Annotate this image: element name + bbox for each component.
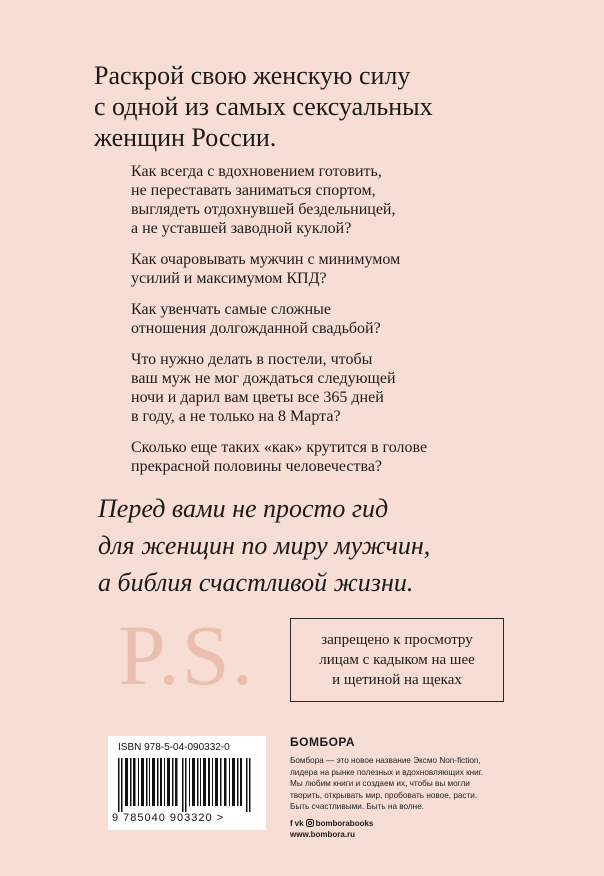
barcode-icon (116, 758, 258, 812)
headline-line: с одной из самых сексуальных (94, 92, 433, 121)
question-line: в году, а не только на 8 Марта? (131, 408, 341, 425)
question-paragraph (131, 300, 531, 338)
question-line: отношения долгожданной свадьбой? (131, 320, 381, 337)
publisher-description-line: Быть счастливыми. Быть на волне. (290, 802, 425, 812)
question-line: Как увенчать самые сложные (131, 301, 332, 318)
warning-line: и щетиной на щеках (332, 672, 462, 688)
social-handle[interactable]: bomborabooks (315, 818, 374, 828)
publisher-description (290, 755, 570, 813)
question-line: не переставать заниматься спортом, (131, 182, 376, 199)
vk-icon[interactable]: vk (294, 818, 304, 828)
headline-line: женщин России. (94, 123, 277, 152)
warning-line: запрещено к просмотру (321, 632, 473, 648)
question-line: Как всегда с вдохновением готовить, (131, 163, 382, 180)
headline-line: Раскрой свою женскую силу (94, 61, 411, 90)
question-paragraph (131, 162, 531, 238)
question-paragraph (131, 438, 531, 476)
tagline-line: Перед вами не просто гид (98, 494, 389, 523)
barcode-digits: 9 785040 903320 > (112, 812, 225, 824)
question-paragraph (131, 250, 531, 288)
publisher-description-line: лидера на рынке полезных и вдохновляющих книг. (290, 767, 484, 777)
publisher-description-line: Мы любим книги и создаем их, чтобы вы могли (290, 779, 470, 789)
question-line: ночи и дарил вам цветы все 365 дней (131, 389, 384, 406)
question-line: Сколько еще таких «как» крутится в голове (131, 439, 428, 456)
barcode-panel (108, 736, 266, 830)
question-line: ваш муж не мог дождаться следующей (131, 370, 396, 387)
question-line: прекрасной половины человечества? (131, 458, 383, 475)
publisher-website[interactable]: www.bombora.ru (290, 829, 356, 839)
tagline (98, 490, 578, 601)
publisher-description-line: творить, открывать мир, пробовать новое, расти. (290, 790, 478, 800)
question-line: выглядеть отдохнувшей бездельницей, (131, 201, 396, 218)
publisher-logo: БОМБОРА (290, 735, 356, 749)
ps-mark: P.S. (118, 607, 256, 703)
questions-block (131, 162, 531, 488)
publisher-social (290, 819, 570, 828)
headline (94, 60, 564, 153)
isbn-label: ISBN 978-5-04-090332-0 (118, 742, 230, 753)
instagram-icon[interactable] (306, 819, 314, 827)
question-line: Как очаровывать мужчин с минимумом (131, 251, 401, 268)
facebook-icon[interactable]: f (290, 818, 293, 828)
question-line: усилий и максимумом КПД? (131, 270, 327, 287)
question-paragraph (131, 350, 531, 426)
question-line: Что нужно делать в постели, чтобы (131, 351, 373, 368)
question-line: а не уставшей заводной куклой? (131, 220, 352, 237)
tagline-line: а библия счастливой жизни. (98, 568, 414, 597)
warning-box (290, 618, 504, 702)
warning-line: лицам с кадыком на шее (319, 652, 475, 668)
publisher-description-line: Бомбора — это новое название Эксмо Non-fiction, (290, 756, 481, 765)
tagline-line: для женщин по миру мужчин, (98, 531, 431, 560)
publisher-block (290, 735, 570, 839)
